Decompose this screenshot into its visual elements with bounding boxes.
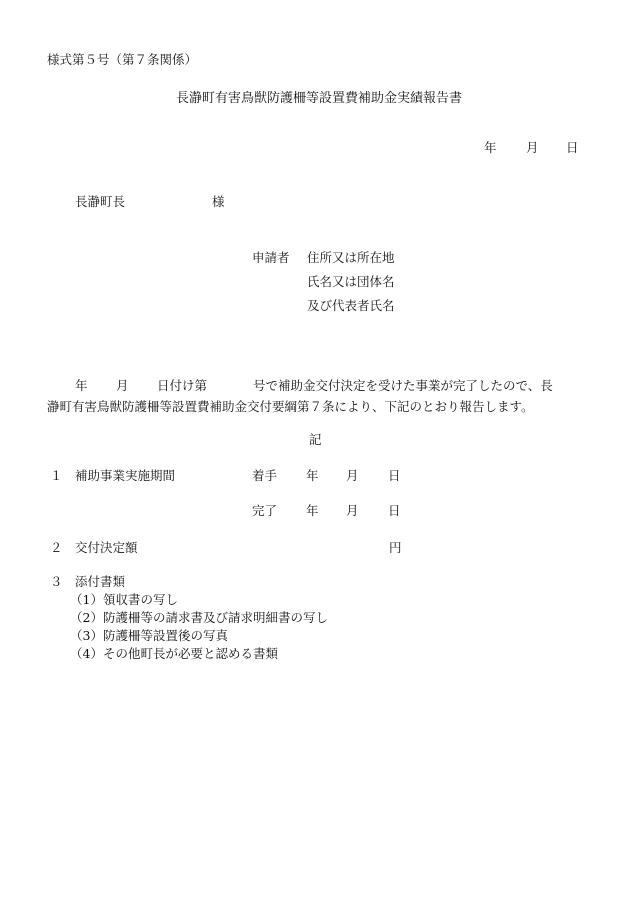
item1-end-label: 完了: [252, 503, 278, 518]
applicant-address-label: 住所又は所在地: [307, 250, 395, 265]
item1-start-day: 日: [388, 468, 401, 483]
attachment-item: （1）領収書の写し: [70, 592, 178, 607]
item1-end-month: 月: [346, 503, 359, 518]
attachment-item: （4）その他町長が必要と認める書類: [70, 646, 278, 661]
item2-number: ２: [50, 540, 63, 555]
item2-label: 交付決定額: [75, 540, 138, 555]
applicant-label: 申請者: [252, 250, 290, 265]
date-year: 年: [484, 140, 497, 155]
item1-start-label: 着手: [252, 468, 278, 483]
item1-end-year: 年: [306, 503, 319, 518]
ki-heading: 記: [309, 432, 322, 447]
body-line1-rest: 号で補助金交付決定を受けた事業が完了したので、長: [253, 378, 553, 393]
attachment-item: （3）防護柵等設置後の写真: [70, 628, 228, 643]
addressee-name: 長瀞町長: [75, 194, 126, 209]
applicant-name-label: 氏名又は団体名: [307, 274, 395, 289]
body-day-ref: 日付け第: [157, 378, 208, 393]
item3-number: ３: [50, 574, 63, 589]
date-month: 月: [526, 140, 539, 155]
item1-label: 補助事業実施期間: [75, 468, 176, 483]
document-title: 長瀞町有害鳥獣防護柵等設置費補助金実績報告書: [176, 91, 463, 106]
item1-start-month: 月: [346, 468, 359, 483]
form-number: 様式第５号（第７条関係）: [47, 52, 198, 67]
attachment-item: （2）防護柵等の請求書及び請求明細書の写し: [70, 610, 328, 625]
applicant-rep-label: 及び代表者氏名: [307, 298, 395, 313]
body-year: 年: [75, 378, 88, 393]
addressee-honorific: 様: [212, 194, 225, 209]
item2-unit: 円: [389, 540, 402, 555]
item1-end-day: 日: [388, 503, 401, 518]
item3-label: 添付書類: [75, 574, 126, 589]
item1-start-year: 年: [306, 468, 319, 483]
date-day: 日: [566, 140, 579, 155]
body-month: 月: [116, 378, 129, 393]
item1-number: １: [50, 468, 63, 483]
body-line2: 瀞町有害鳥獣防護柵等設置費補助金交付要綱第７条により、下記のとおり報告します。: [47, 399, 534, 414]
